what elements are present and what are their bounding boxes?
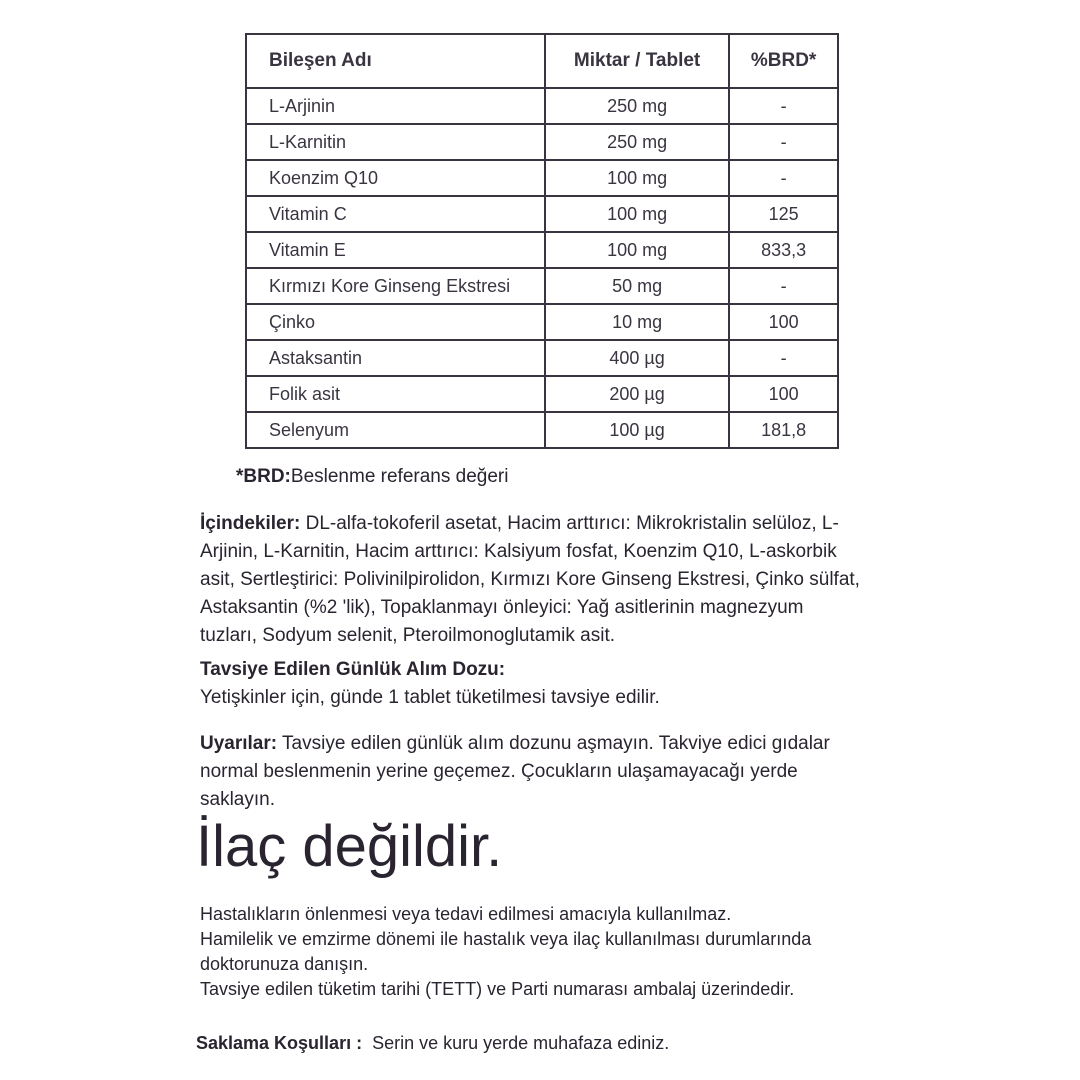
cell-component: L-Karnitin bbox=[246, 124, 545, 160]
ingredients-section bbox=[200, 510, 860, 650]
table-row bbox=[246, 304, 838, 340]
cell-amount: 250 mg bbox=[545, 124, 729, 160]
table-body bbox=[246, 88, 838, 448]
cell-component: Selenyum bbox=[246, 412, 545, 448]
cell-amount: 400 µg bbox=[545, 340, 729, 376]
cell-component: Çinko bbox=[246, 304, 545, 340]
table-row bbox=[246, 376, 838, 412]
cell-component: L-Arjinin bbox=[246, 88, 545, 124]
dose-text: Yetişkinler için, günde 1 tablet tüketilmesi tavsiye edilir. bbox=[200, 687, 660, 708]
cell-brd: - bbox=[729, 88, 838, 124]
cell-brd: 181,8 bbox=[729, 412, 838, 448]
cell-brd: 100 bbox=[729, 304, 838, 340]
warnings-text: Tavsiye edilen günlük alım dozunu aşmayın. Takviye edici gıdalar normal beslenmenin yerine geçemez. Çocukların ulaşamayacağı yerde saklayın. bbox=[200, 733, 830, 810]
ingredients-text: DL-alfa-tokoferil asetat, Hacim arttırıcı: Mikrokristalin selüloz, L-Arjinin, L-Karnitin, Hacim arttırıcı: Kalsiyum fosfat, Koenzim Q10, L-askorbik asit, Sertleştirici: Polivinilpirolidon, Kırmızı Kore Ginseng Ekstresi, Çinko sülfat, Astaksantin (%2 'lik), Topaklanmayı önleyici: Yağ asitlerinin magnezyum tuzları, Sodyum selenit, Pteroilmonoglutamik asit. bbox=[200, 513, 860, 646]
table-row bbox=[246, 412, 838, 448]
storage-text: Serin ve kuru yerde muhafaza ediniz. bbox=[372, 1033, 670, 1053]
cell-brd: 125 bbox=[729, 196, 838, 232]
table-row bbox=[246, 124, 838, 160]
table-row bbox=[246, 160, 838, 196]
cell-amount: 100 mg bbox=[545, 196, 729, 232]
cell-brd: - bbox=[729, 160, 838, 196]
cell-amount: 250 mg bbox=[545, 88, 729, 124]
not-medicine-heading: İlaç değildir. bbox=[196, 814, 503, 879]
footnote-text: Beslenme referans değeri bbox=[290, 466, 509, 487]
cell-component: Vitamin C bbox=[246, 196, 545, 232]
storage-label: Saklama Koşulları : bbox=[196, 1033, 363, 1053]
ingredients-label: İçindekiler: bbox=[200, 513, 301, 534]
brd-footnote bbox=[236, 466, 508, 488]
note-line: Hamilelik ve emzirme dönemi ile hastalık veya ilaç kullanılması durumlarında doktorunuza danışın. bbox=[200, 929, 812, 974]
warnings-section bbox=[200, 730, 860, 814]
cell-amount: 100 µg bbox=[545, 412, 729, 448]
table-row bbox=[246, 340, 838, 376]
dose-label: Tavsiye Edilen Günlük Alım Dozu: bbox=[200, 659, 506, 680]
cell-brd: - bbox=[729, 268, 838, 304]
cell-brd: - bbox=[729, 124, 838, 160]
cell-component: Astaksantin bbox=[246, 340, 545, 376]
cell-amount: 50 mg bbox=[545, 268, 729, 304]
cell-component: Kırmızı Kore Ginseng Ekstresi bbox=[246, 268, 545, 304]
table-row bbox=[246, 196, 838, 232]
note-line: Tavsiye edilen tüketim tarihi (TETT) ve Parti numarası ambalaj üzerindedir. bbox=[200, 979, 795, 999]
nutrition-table bbox=[245, 33, 839, 449]
storage-conditions bbox=[196, 1033, 669, 1054]
cell-component: Vitamin E bbox=[246, 232, 545, 268]
cell-component: Koenzim Q10 bbox=[246, 160, 545, 196]
cell-amount: 200 µg bbox=[545, 376, 729, 412]
cell-brd: 833,3 bbox=[729, 232, 838, 268]
note-line: Hastalıkların önlenmesi veya tedavi edilmesi amacıyla kullanılmaz. bbox=[200, 904, 732, 924]
column-header-amount: Miktar / Tablet bbox=[545, 34, 729, 88]
notes-section bbox=[200, 902, 860, 1002]
dose-section bbox=[200, 656, 860, 712]
table-row bbox=[246, 268, 838, 304]
cell-component: Folik asit bbox=[246, 376, 545, 412]
table-row bbox=[246, 232, 838, 268]
column-header-brd: %BRD* bbox=[729, 34, 838, 88]
cell-brd: 100 bbox=[729, 376, 838, 412]
cell-amount: 100 mg bbox=[545, 232, 729, 268]
table-row bbox=[246, 88, 838, 124]
column-header-component: Bileşen Adı bbox=[246, 34, 545, 88]
cell-brd: - bbox=[729, 340, 838, 376]
warnings-label: Uyarılar: bbox=[200, 733, 278, 754]
table-header-row bbox=[246, 34, 838, 88]
cell-amount: 100 mg bbox=[545, 160, 729, 196]
cell-amount: 10 mg bbox=[545, 304, 729, 340]
footnote-label: *BRD: bbox=[236, 466, 291, 487]
